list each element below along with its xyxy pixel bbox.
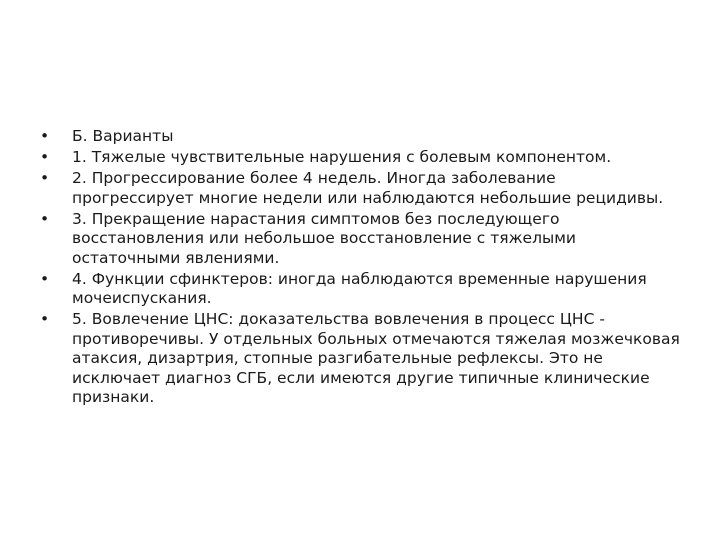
bullet-dot-icon: • <box>40 310 50 328</box>
bullet-item <box>40 270 680 309</box>
bullet-text: 4. Функции сфинктеров: иногда наблюдаются временные нарушения мочеиспускания. <box>72 269 647 307</box>
bullet-item <box>40 148 680 168</box>
bullet-item <box>40 210 680 269</box>
bullet-text: Б. Варианты <box>72 127 174 145</box>
bullet-text: 2. Прогрессирование более 4 недель. Иногда заболевание прогрессирует многие недели или наблюдаются небольшие рецидивы. <box>72 169 664 207</box>
bullet-text: 5. Вовлечение ЦНС: доказательства вовлечения в процесс ЦНС - противоречивы. У отдельных больных отмечаются тяжелая мозжечковая атаксия, дизартрия, стопные разгибательные рефлексы. Это не исключает диагноз СГБ, если имеются другие типичные клинические признаки. <box>72 310 680 406</box>
bullet-list <box>40 127 680 409</box>
bullet-dot-icon: • <box>40 269 50 288</box>
bullet-dot-icon: • <box>40 148 50 166</box>
bullet-dot-icon: • <box>40 169 50 187</box>
bullet-text: 3. Прекращение нарастания симптомов без последующего восстановления или небольшое восстановление с тяжелыми остаточными явлениями. <box>72 209 576 267</box>
bullet-text: 1. Тяжелые чувствительные нарушения с болевым компонентом. <box>72 148 612 166</box>
bullet-item <box>40 169 680 208</box>
bullet-item <box>40 127 680 147</box>
bullet-item <box>40 310 680 408</box>
bullet-dot-icon: • <box>40 209 50 228</box>
bullet-dot-icon: • <box>40 127 50 145</box>
